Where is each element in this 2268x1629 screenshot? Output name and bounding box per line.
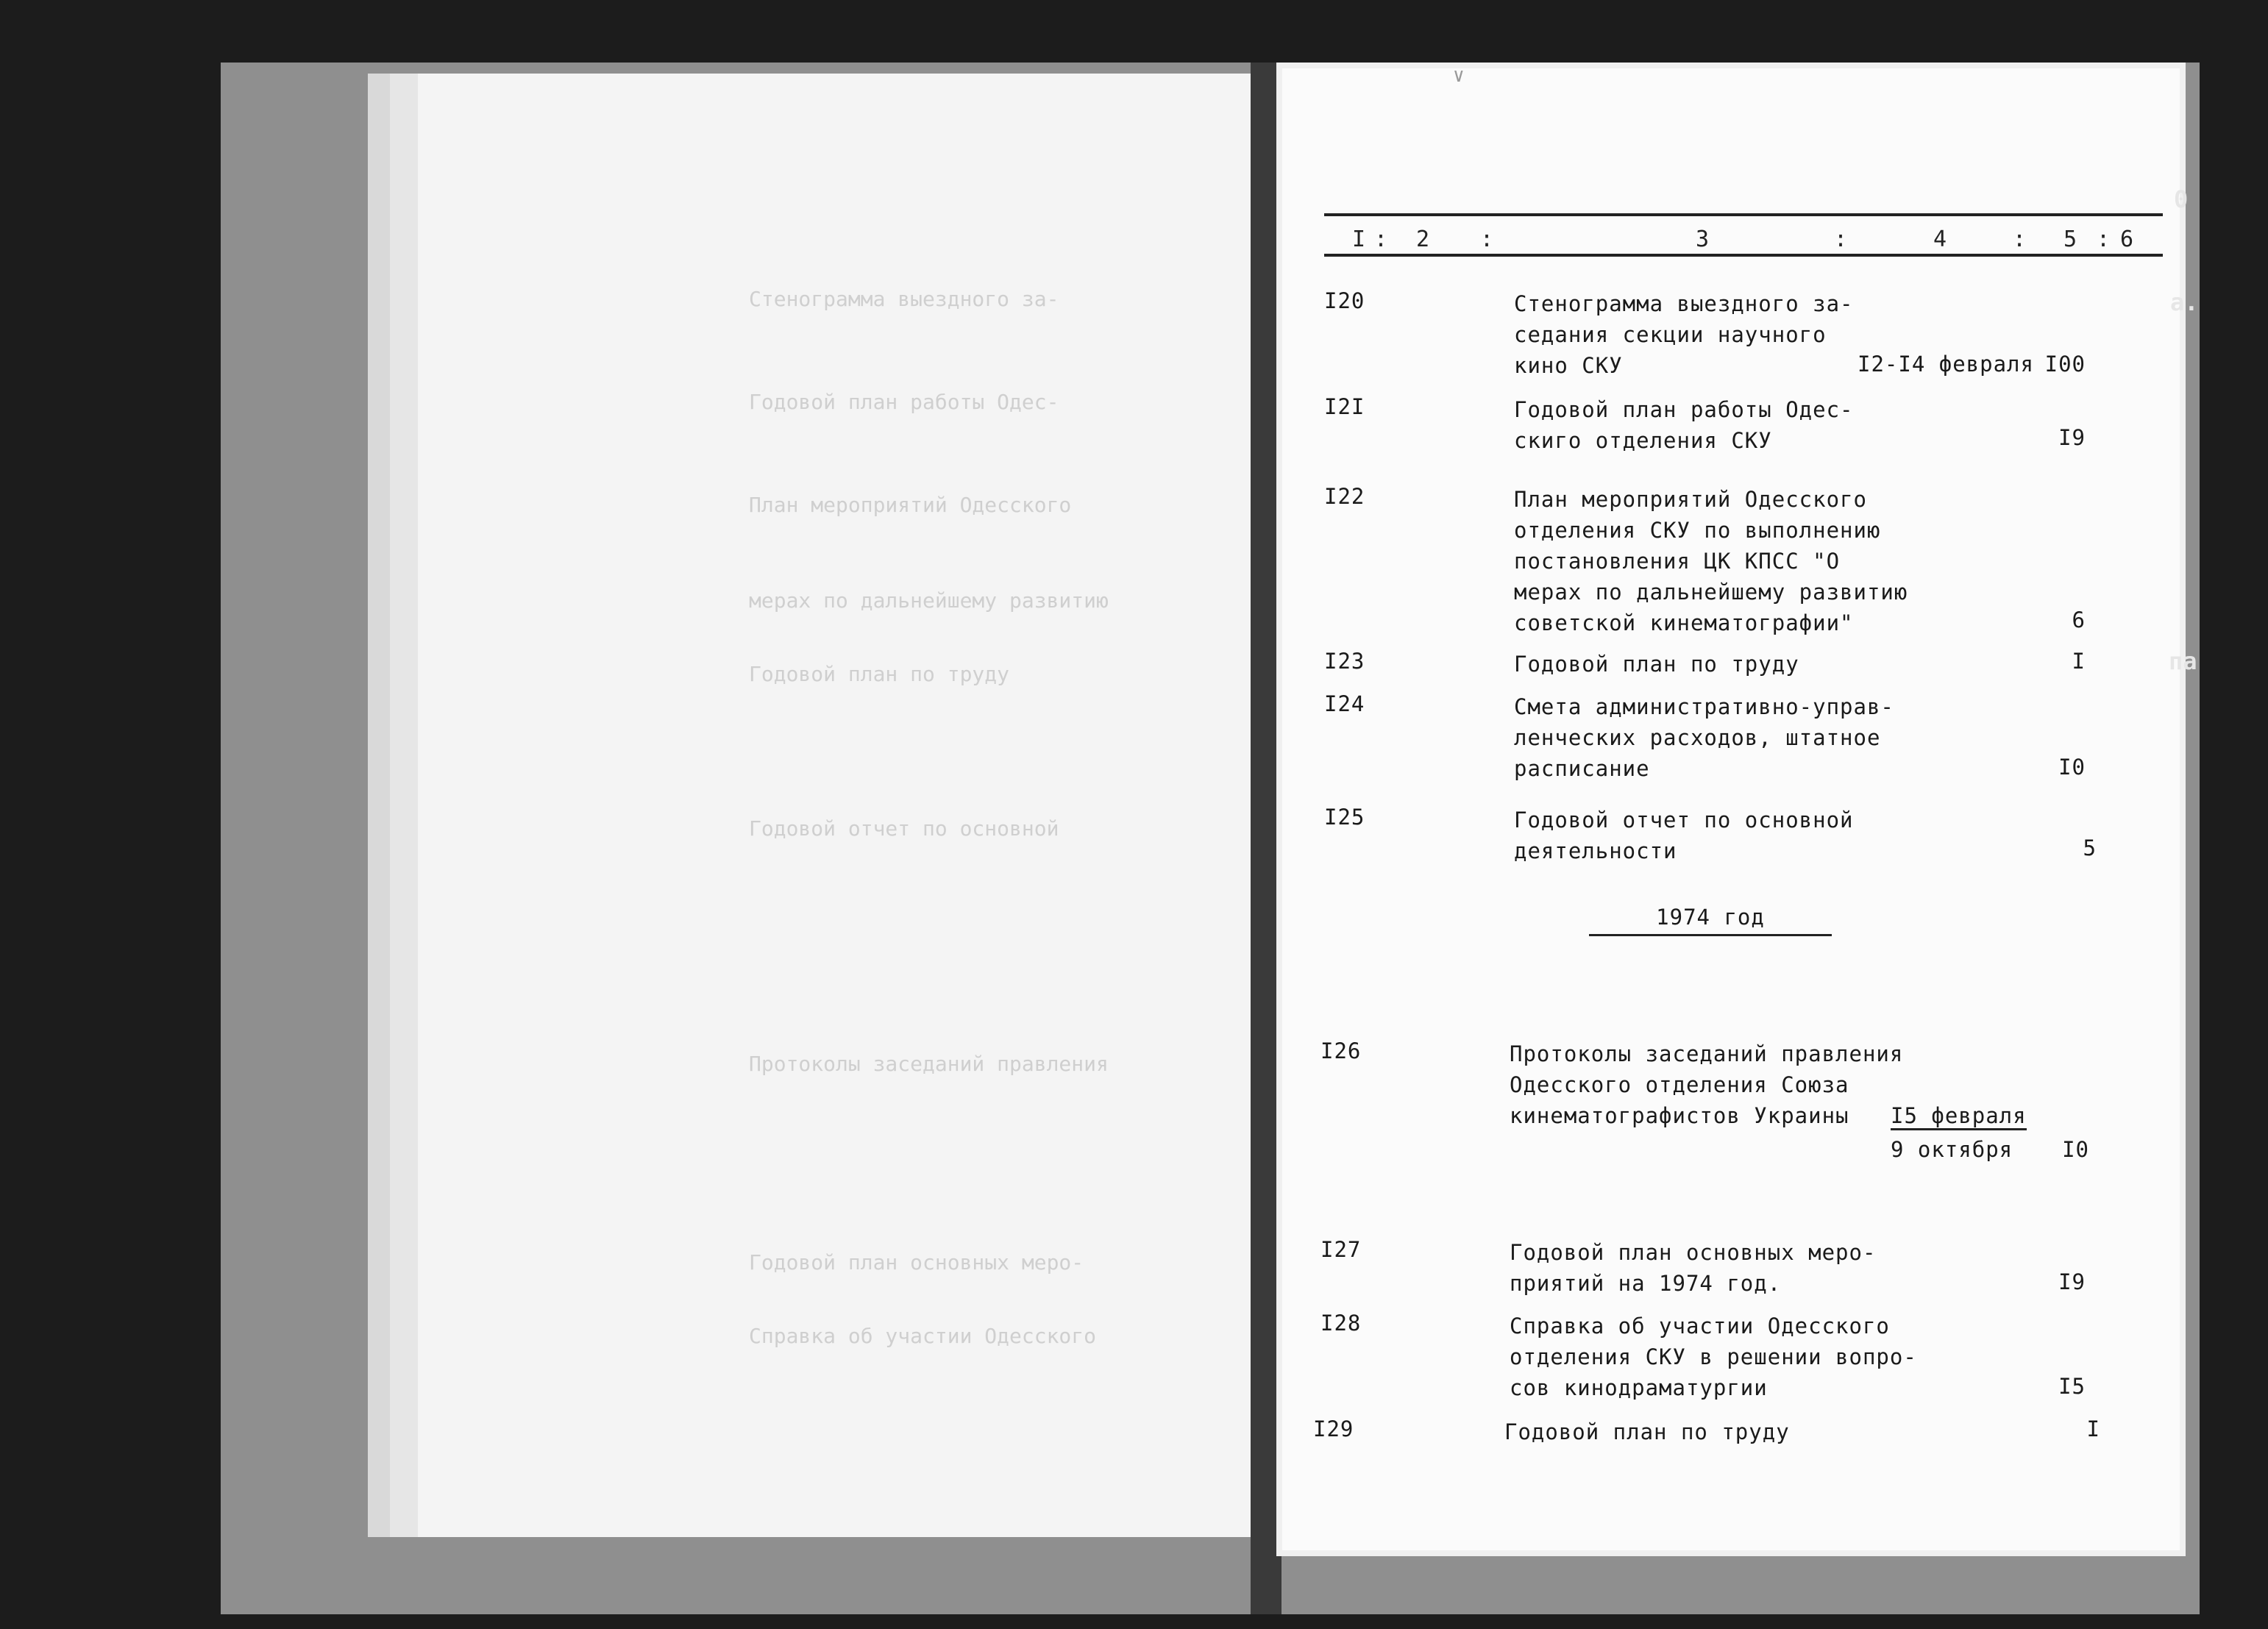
row-sheets: I00 — [2044, 352, 2086, 377]
col-sep: : — [2013, 227, 2027, 252]
ghost-text: Протоколы заседаний правления — [749, 1052, 1109, 1076]
edge-mark: 0 — [2174, 185, 2189, 213]
row-title: Годовой план по труду — [1514, 652, 1799, 677]
row-sheets: 5 — [2083, 835, 2097, 860]
row-title: Годовой отчет по основной деятельности — [1514, 808, 1854, 863]
col-sep: : — [1374, 227, 1388, 252]
col-sep: : — [1834, 227, 1848, 252]
col-header-3: 3 — [1696, 227, 1710, 252]
row-title: План мероприятий Одесского отделения СКУ по выполнению постановления ЦК КПСС "О мерах по дальнейшему развитию советской кинематографии" — [1514, 487, 1908, 635]
row-sheets: I9 — [2058, 1269, 2086, 1294]
row-title: Годовой план по труду — [1504, 1419, 1790, 1444]
row-number: I23 — [1324, 649, 1365, 674]
row-sheets: I5 — [2058, 1374, 2086, 1399]
row-number: I20 — [1324, 288, 1365, 313]
year-heading: 1974 год — [1589, 905, 1832, 936]
row-title: Стенограмма выездного за- седания секции научного кино СКУ — [1514, 291, 1854, 378]
ghost-text: Годовой план по труду — [749, 662, 1010, 686]
row-title: Годовой план работы Одес- скиго отделения СКУ — [1514, 397, 1854, 453]
ghost-text: Годовой план основных меро- — [749, 1250, 1084, 1275]
edge-mark: а. — [2170, 288, 2199, 316]
row-sheets: 6 — [2072, 607, 2086, 632]
row-title: Годовой план основных меро- приятий на 1974 год. — [1510, 1240, 1877, 1296]
col-sep: : — [1480, 227, 1494, 252]
row-number: I22 — [1324, 484, 1365, 509]
row-number: I27 — [1320, 1237, 1362, 1262]
col-header-1: I — [1352, 227, 1366, 252]
row-sheets: I — [2072, 649, 2086, 674]
row-number: I25 — [1324, 805, 1365, 830]
row-sheets: I0 — [2058, 755, 2086, 780]
row-date: I2-I4 февраля — [1858, 352, 2034, 377]
col-header-5: 5 — [2063, 227, 2077, 252]
ghost-text: Годовой отчет по основной — [749, 816, 1059, 841]
col-header-2: 2 — [1416, 227, 1430, 252]
ghost-text: Справка об участии Одесского — [749, 1324, 1097, 1348]
row-title: Справка об участии Одесского отделения СКУ в решении вопро- сов кинодраматургии — [1510, 1313, 1917, 1400]
col-header-4: 4 — [1933, 227, 1947, 252]
row-number: I2I — [1324, 394, 1365, 419]
ghost-text: мерах по дальнейшему развитию — [749, 588, 1109, 613]
row-number: I28 — [1320, 1311, 1362, 1336]
row-title: Смета административно-управ- ленческих расходов, штатное расписание — [1514, 694, 1894, 781]
row-sheets: I0 — [2062, 1137, 2089, 1162]
row-date-to: 9 октября — [1891, 1137, 2013, 1162]
header-bottom-rule — [1324, 254, 2163, 257]
row-number: I24 — [1324, 691, 1365, 716]
ghost-text: Годовой план работы Одес- — [749, 390, 1059, 414]
col-sep: : — [2097, 227, 2111, 252]
pencil-mark: ∨ — [1453, 65, 1465, 87]
header-top-rule — [1324, 213, 2163, 216]
left-page-showthrough — [390, 74, 1282, 1537]
ghost-text: План мероприятий Одесского — [749, 493, 1072, 517]
row-title: Протоколы заседаний правления Одесского отделения Союза кинематографистов Украины — [1510, 1041, 1904, 1128]
row-sheets: I9 — [2058, 425, 2086, 450]
row-date-from: I5 февраля — [1891, 1103, 2027, 1130]
edge-mark: па — [2169, 647, 2197, 675]
col-header-6: 6 — [2120, 227, 2134, 252]
row-sheets: I — [2086, 1416, 2100, 1441]
row-number: I29 — [1313, 1416, 1354, 1441]
ghost-text: Стенограмма выездного за- — [749, 287, 1059, 311]
row-number: I26 — [1320, 1038, 1362, 1063]
